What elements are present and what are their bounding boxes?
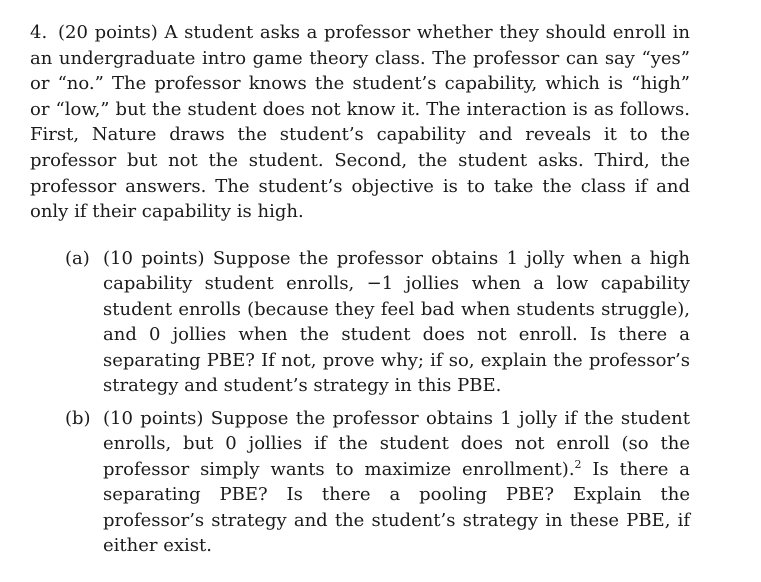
footnote-marker[interactable]: 2 (574, 457, 582, 471)
problem-number: 4. (30, 22, 48, 43)
part-a-container (65, 246, 690, 398)
part-b-text-after: Is there a separating PBE? Is there a pooling PBE? Explain the professor’s strategy and the student’s strategy in these PBE, if either exist. (103, 458, 691, 557)
part-b-container (65, 406, 690, 558)
part-a-text: (10 points) Suppose the professor obtains 1 jolly when a high capability student enrolls, −1 jollies when a low capability student enrolls (because they feel bad when students struggle), and 0 jollies when the student does not enroll. Is there a separating PBE? If not, prove why; if so, explain the professor’s strategy and student’s strategy in this PBE. (103, 248, 690, 397)
problem-text: (20 points) A student asks a professor whether they should enroll in an undergraduate intro game theory class. The professor can say “yes” or “no.” The professor knows the student’s capability, which is “high” or “low,” but the student does not know it. The interaction is as follows. First, Nature draws the student’s capability and reveals it to the professor but not the student. Second, the student asks. Third, the professor answers. The student’s objective is to take the class if and only if their capability is high. (30, 22, 690, 223)
part-a (65, 246, 690, 398)
part-b-text-before: (10 points) Suppose the professor obtains 1 jolly if the student enrolls, but 0 jollies if the student does not enroll (so the professor simply wants to maximize enrollment). (103, 408, 690, 480)
part-b (65, 406, 690, 558)
part-b-label: (b) (65, 408, 91, 429)
problem-4 (30, 20, 690, 225)
part-a-label: (a) (65, 248, 90, 269)
problem-statement (30, 20, 690, 225)
